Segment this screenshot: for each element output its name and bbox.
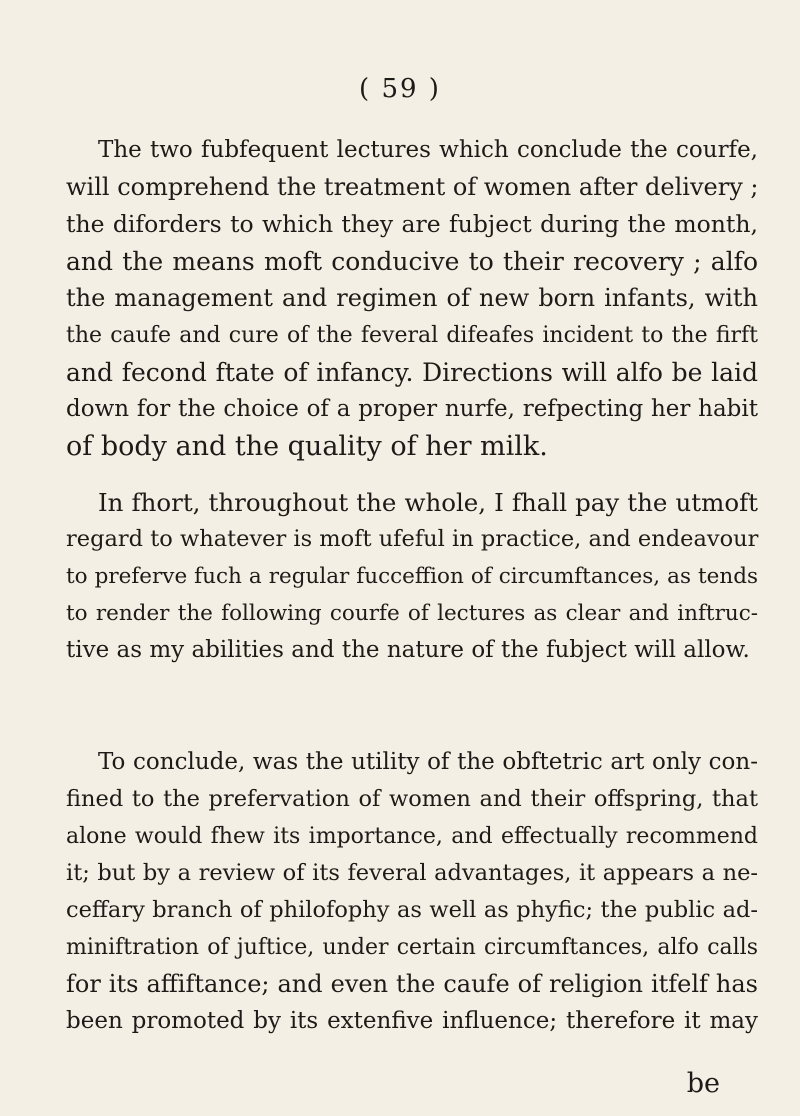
text-line: the caufe and cure of the feveral difeafes incident to the firft xyxy=(66,323,758,348)
paragraph-1 xyxy=(66,132,758,465)
text-line: to preferve fuch a regular fucceffion of circumftances, as tends xyxy=(66,564,758,589)
text-line: and the means moft conducive to their recovery ; alfo xyxy=(66,247,758,276)
text-line: of body and the quality of her milk. xyxy=(66,431,548,462)
text-line: for its affiftance; and even the caufe of religion itfelf has xyxy=(66,970,758,998)
paragraph-3 xyxy=(66,744,758,1040)
text-line: been promoted by its extenfive influence; therefore it may xyxy=(66,1008,758,1034)
text-line: the management and regimen of new born infants, with xyxy=(66,284,758,312)
text-line: alone would fhew its importance, and effectually recommend xyxy=(66,824,758,849)
text-line: down for the choice of a proper nurfe, refpecting her habit xyxy=(66,396,758,422)
text-line: the diforders to which they are fubject during the month, xyxy=(66,210,758,238)
text-line: tive as my abilities and the nature of the fubject will allow. xyxy=(66,637,750,663)
text-line: fined to the prefervation of women and their offspring, that xyxy=(66,786,758,812)
page-number: ( 59 ) xyxy=(359,74,441,104)
catchword: be xyxy=(686,1068,720,1099)
text-line: miniftration of juftice, under certain circumftances, alfo calls xyxy=(66,935,758,960)
text-line: will comprehend the treatment of women after delivery ; xyxy=(66,173,759,201)
text-line: regard to whatever is moft ufeful in practice, and endeavour xyxy=(66,526,759,552)
text-line: The two fubfequent lectures which conclude the courfe, xyxy=(98,137,758,163)
text-line: to render the following courfe of lectures as clear and inftruc- xyxy=(66,601,758,626)
text-line: To conclude, was the utility of the obftetric art only con- xyxy=(98,749,758,775)
text-line: ceffary branch of philofophy as well as phyfic; the public ad- xyxy=(66,897,758,923)
text-line: In fhort, throughout the whole, I fhall pay the utmoft xyxy=(98,488,758,517)
text-line: it; but by a review of its feveral advantages, it appears a ne- xyxy=(66,860,758,886)
text-line: and fecond ftate of infancy. Directions will alfo be laid xyxy=(66,358,758,387)
paragraph-2 xyxy=(66,484,758,669)
